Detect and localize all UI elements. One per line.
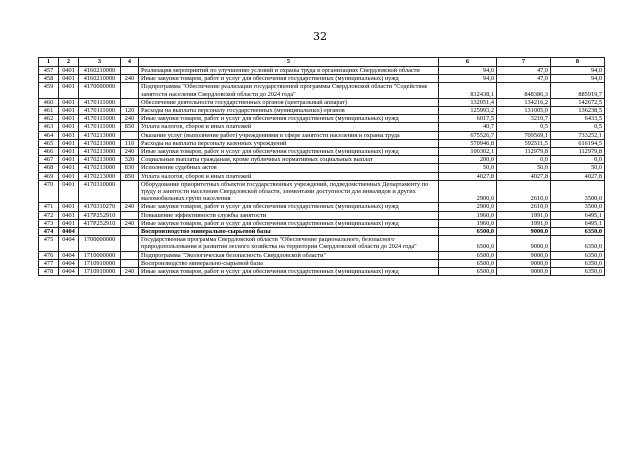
amount-cell: 1960,0 xyxy=(439,219,497,227)
description-cell: Иные закупки товаров, работ и услуг для обеспечения государственных (муниципальных) нужд xyxy=(139,203,439,211)
target-article-cell: 4170213000 xyxy=(79,164,121,172)
amount-cell: 2900,0 xyxy=(439,203,497,211)
description-cell: Подпрограмма "Экологическая безопасность Свердловской области" xyxy=(139,251,439,259)
row-number-cell: 457 xyxy=(39,67,59,75)
amount-cell: 200,0 xyxy=(439,156,497,164)
header-cell: 7 xyxy=(497,58,551,67)
expense-type-cell: 240 xyxy=(121,268,139,276)
description-cell: Повышение эффективности службы занятости xyxy=(139,211,439,219)
header-cell: 6 xyxy=(439,58,497,67)
expense-type-cell: 850 xyxy=(121,123,139,131)
table-row xyxy=(39,164,605,172)
amount-cell: 592511,5 xyxy=(497,139,551,147)
target-article-cell: 4170213000 xyxy=(79,148,121,156)
description-cell: Государственная программа Свердловской области "Обеспечение рационального, безопасного природопользования и развития лесного хозяйства на территории Свердловской области до 2024 года" xyxy=(139,236,439,251)
amount-cell: 134216,2 xyxy=(497,98,551,106)
expense-type-cell xyxy=(121,228,139,236)
table-row xyxy=(39,148,605,156)
amount-cell: 6350,0 xyxy=(551,259,605,267)
row-number-cell: 474 xyxy=(39,228,59,236)
expense-type-cell: 120 xyxy=(121,107,139,115)
amount-cell: 50,0 xyxy=(439,164,497,172)
budget-table xyxy=(38,57,605,276)
amount-cell: 709569,1 xyxy=(497,131,551,139)
target-article-cell: 1710910000 xyxy=(79,259,121,267)
section-code-cell: 0401 xyxy=(59,123,79,131)
amount-cell: 136238,5 xyxy=(551,107,605,115)
section-code-cell: 0401 xyxy=(59,131,79,139)
description-cell: Иные закупки товаров, работ и услуг для обеспечения государственных (муниципальных) нужд xyxy=(139,268,439,276)
description-cell: Оказание услуг (выполнение работ) учреждениями в сфере занятости населения и охраны труда xyxy=(139,131,439,139)
row-number-cell: 466 xyxy=(39,148,59,156)
amount-cell: 6500,0 xyxy=(439,268,497,276)
amount-cell: 3210,7 xyxy=(497,115,551,123)
amount-cell: 6350,0 xyxy=(551,268,605,276)
amount-cell: 0,0 xyxy=(497,156,551,164)
amount-cell: 9000,0 xyxy=(497,228,551,236)
section-code-cell: 0404 xyxy=(59,268,79,276)
expense-type-cell: 320 xyxy=(121,156,139,164)
expense-type-cell: 240 xyxy=(121,219,139,227)
row-number-cell: 458 xyxy=(39,75,59,83)
amount-cell: 812438,1 xyxy=(439,83,497,98)
amount-cell: 0,0 xyxy=(551,156,605,164)
target-article-cell: 4160210000 xyxy=(79,67,121,75)
table-row xyxy=(39,123,605,131)
description-cell: Уплата налогов, сборов и иных платежей xyxy=(139,172,439,180)
amount-cell: 4027,8 xyxy=(497,172,551,180)
amount-cell: 1991,0 xyxy=(497,211,551,219)
row-number-cell: 459 xyxy=(39,83,59,98)
table-row xyxy=(39,83,605,98)
row-number-cell: 464 xyxy=(39,131,59,139)
section-code-cell: 0401 xyxy=(59,164,79,172)
table-row xyxy=(39,268,605,276)
target-article-cell: 4170111000 xyxy=(79,107,121,115)
expense-type-cell xyxy=(121,236,139,251)
expense-type-cell xyxy=(121,259,139,267)
header-cell: 8 xyxy=(551,58,605,67)
amount-cell: 94,0 xyxy=(551,75,605,83)
amount-cell: 6350,0 xyxy=(551,236,605,251)
table-row xyxy=(39,67,605,75)
description-cell: Расходы на выплаты персоналу государственных (муниципальных) органов xyxy=(139,107,439,115)
expense-type-cell: 830 xyxy=(121,164,139,172)
description-cell: Исполнение судебных актов xyxy=(139,164,439,172)
table-row xyxy=(39,203,605,211)
amount-cell: 6350,0 xyxy=(551,251,605,259)
amount-cell: 112979,8 xyxy=(497,148,551,156)
row-number-cell: 467 xyxy=(39,156,59,164)
header-cell: 5 xyxy=(139,58,439,67)
target-article-cell xyxy=(79,228,121,236)
amount-cell: 50,0 xyxy=(551,164,605,172)
table-row xyxy=(39,139,605,147)
row-number-cell: 465 xyxy=(39,139,59,147)
section-code-cell: 0401 xyxy=(59,83,79,98)
amount-cell: 6350,0 xyxy=(551,228,605,236)
expense-type-cell xyxy=(121,67,139,75)
amount-cell: 6495,1 xyxy=(551,219,605,227)
amount-cell: 0,5 xyxy=(497,123,551,131)
target-article-cell: 1700000000 xyxy=(79,236,121,251)
amount-cell: 1991,0 xyxy=(497,219,551,227)
amount-cell: 9000,0 xyxy=(497,259,551,267)
amount-cell: 47,0 xyxy=(497,75,551,83)
table-row xyxy=(39,131,605,139)
amount-cell: 2610,0 xyxy=(497,180,551,203)
amount-cell: 6433,5 xyxy=(551,115,605,123)
expense-type-cell xyxy=(121,211,139,219)
section-code-cell: 0401 xyxy=(59,98,79,106)
amount-cell: 112979,8 xyxy=(551,148,605,156)
amount-cell: 885919,7 xyxy=(551,83,605,98)
section-code-cell: 0401 xyxy=(59,115,79,123)
amount-cell: 9000,0 xyxy=(497,268,551,276)
amount-cell: 1960,0 xyxy=(439,211,497,219)
table-row xyxy=(39,172,605,180)
amount-cell: 2610,0 xyxy=(497,203,551,211)
table-row xyxy=(39,107,605,115)
row-number-cell: 477 xyxy=(39,259,59,267)
description-cell: Оборудование приоритетных объектов государственных учреждений, подведомственных Департаменту по труду и занятости населения Свердловской области, элементами доступности для инвалидов и других маломобильных групп населения xyxy=(139,180,439,203)
amount-cell: 4027,8 xyxy=(551,172,605,180)
table-row xyxy=(39,156,605,164)
section-code-cell: 0401 xyxy=(59,156,79,164)
row-number-cell: 460 xyxy=(39,98,59,106)
target-article-cell: 4170213000 xyxy=(79,156,121,164)
page-number: 32 xyxy=(313,30,327,43)
expense-type-cell: 240 xyxy=(121,148,139,156)
amount-cell: 131005,0 xyxy=(497,107,551,115)
section-code-cell: 0401 xyxy=(59,172,79,180)
section-code-cell: 0404 xyxy=(59,228,79,236)
target-article-cell: 4160210000 xyxy=(79,75,121,83)
target-article-cell: 4170213000 xyxy=(79,172,121,180)
amount-cell: 94,0 xyxy=(439,75,497,83)
amount-cell: 6500,0 xyxy=(439,251,497,259)
expense-type-cell xyxy=(121,251,139,259)
section-code-cell: 0401 xyxy=(59,75,79,83)
amount-cell: 848386,3 xyxy=(497,83,551,98)
expense-type-cell xyxy=(121,98,139,106)
amount-cell: 50,0 xyxy=(497,164,551,172)
description-cell: Иные закупки товаров, работ и услуг для обеспечения государственных (муниципальных) нужд xyxy=(139,75,439,83)
expense-type-cell: 240 xyxy=(121,75,139,83)
target-article-cell: 4170111000 xyxy=(79,123,121,131)
target-article-cell: 4170310270 xyxy=(79,203,121,211)
amount-cell: 6495,1 xyxy=(551,211,605,219)
amount-cell: 132051,4 xyxy=(439,98,497,106)
section-code-cell: 0401 xyxy=(59,211,79,219)
target-article-cell: 417P252910 xyxy=(79,219,121,227)
section-code-cell: 0401 xyxy=(59,219,79,227)
section-code-cell: 0404 xyxy=(59,236,79,251)
amount-cell: 0,5 xyxy=(551,123,605,131)
section-code-cell: 0404 xyxy=(59,251,79,259)
table-row xyxy=(39,236,605,251)
expense-type-cell: 240 xyxy=(121,203,139,211)
amount-cell: 3500,0 xyxy=(551,180,605,203)
section-code-cell: 0401 xyxy=(59,180,79,203)
target-article-cell: 4170111000 xyxy=(79,98,121,106)
row-number-cell: 472 xyxy=(39,211,59,219)
amount-cell: 6500,0 xyxy=(439,236,497,251)
description-cell: Воспроизводство минерально-сырьевой базы xyxy=(139,259,439,267)
amount-cell: 6500,0 xyxy=(439,259,497,267)
row-number-cell: 468 xyxy=(39,164,59,172)
amount-cell: 3500,0 xyxy=(551,203,605,211)
row-number-cell: 475 xyxy=(39,236,59,251)
description-cell: Иные закупки товаров, работ и услуг для обеспечения государственных (муниципальных) нужд xyxy=(139,115,439,123)
description-cell: Реализация мероприятий по улучшению условий и охраны труда в организациях Свердловской области xyxy=(139,67,439,75)
row-number-cell: 470 xyxy=(39,180,59,203)
table-row xyxy=(39,251,605,259)
row-number-cell: 463 xyxy=(39,123,59,131)
amount-cell: 2900,0 xyxy=(439,180,497,203)
table-row xyxy=(39,259,605,267)
amount-cell: 47,0 xyxy=(497,67,551,75)
row-number-cell: 476 xyxy=(39,251,59,259)
target-article-cell: 4170213000 xyxy=(79,139,121,147)
description-cell: Расходы на выплаты персоналу казенных учреждений xyxy=(139,139,439,147)
section-code-cell: 0401 xyxy=(59,148,79,156)
header-cell: 2 xyxy=(59,58,79,67)
header-cell: 4 xyxy=(121,58,139,67)
table-row xyxy=(39,115,605,123)
target-article-cell: 1710000000 xyxy=(79,251,121,259)
expense-type-cell: 110 xyxy=(121,139,139,147)
table-row xyxy=(39,219,605,227)
expense-type-cell xyxy=(121,83,139,98)
target-article-cell: 417P252910 xyxy=(79,211,121,219)
expense-type-cell: 240 xyxy=(121,115,139,123)
amount-cell: 675526,7 xyxy=(439,131,497,139)
table-row xyxy=(39,228,605,236)
table-row xyxy=(39,98,605,106)
row-number-cell: 473 xyxy=(39,219,59,227)
description-cell: Обеспечение деятельности государственных органов (центральный аппарат) xyxy=(139,98,439,106)
amount-cell: 40,7 xyxy=(439,123,497,131)
target-article-cell: 4170111000 xyxy=(79,115,121,123)
description-cell: Иные закупки товаров, работ и услуг для обеспечения государственных (муниципальных) нужд xyxy=(139,219,439,227)
section-code-cell: 0401 xyxy=(59,67,79,75)
row-number-cell: 478 xyxy=(39,268,59,276)
header-cell: 1 xyxy=(39,58,59,67)
amount-cell: 733252,1 xyxy=(551,131,605,139)
expense-type-cell: 850 xyxy=(121,172,139,180)
amount-cell: 616194,5 xyxy=(551,139,605,147)
target-article-cell: 4170000000 xyxy=(79,83,121,98)
row-number-cell: 469 xyxy=(39,172,59,180)
section-code-cell: 0401 xyxy=(59,107,79,115)
target-article-cell: 1710910000 xyxy=(79,268,121,276)
description-cell: Иные закупки товаров, работ и услуг для обеспечения государственных (муниципальных) нужд xyxy=(139,148,439,156)
section-code-cell: 0404 xyxy=(59,259,79,267)
amount-cell: 570946,8 xyxy=(439,139,497,147)
expense-type-cell xyxy=(121,131,139,139)
description-cell: Уплата налогов, сборов и иных платежей xyxy=(139,123,439,131)
amount-cell: 100302,1 xyxy=(439,148,497,156)
amount-cell: 6017,5 xyxy=(439,115,497,123)
target-article-cell: 4170310000 xyxy=(79,180,121,203)
description-cell: Подпрограмма "Обеспечение реализации государственной программы Свердловской области "Содействие занятости населения Свердловской области до 2024 года" xyxy=(139,83,439,98)
amount-cell: 94,0 xyxy=(551,67,605,75)
amount-cell: 125993,2 xyxy=(439,107,497,115)
description-cell: Социальные выплаты гражданам, кроме публичных нормативных социальных выплат xyxy=(139,156,439,164)
amount-cell: 94,0 xyxy=(439,67,497,75)
row-number-cell: 471 xyxy=(39,203,59,211)
amount-cell: 9000,0 xyxy=(497,236,551,251)
table-row xyxy=(39,180,605,203)
expense-type-cell xyxy=(121,180,139,203)
header-cell: 3 xyxy=(79,58,121,67)
row-number-cell: 462 xyxy=(39,115,59,123)
header-row xyxy=(39,58,605,67)
amount-cell: 142672,5 xyxy=(551,98,605,106)
amount-cell: 4027,8 xyxy=(439,172,497,180)
table-row xyxy=(39,211,605,219)
amount-cell: 6500,0 xyxy=(439,228,497,236)
target-article-cell: 4170213000 xyxy=(79,131,121,139)
table-row xyxy=(39,75,605,83)
section-code-cell: 0401 xyxy=(59,203,79,211)
amount-cell: 9000,0 xyxy=(497,251,551,259)
section-code-cell: 0401 xyxy=(59,139,79,147)
row-number-cell: 461 xyxy=(39,107,59,115)
description-cell: Воспроизводство минерально-сырьевой базы xyxy=(139,228,439,236)
